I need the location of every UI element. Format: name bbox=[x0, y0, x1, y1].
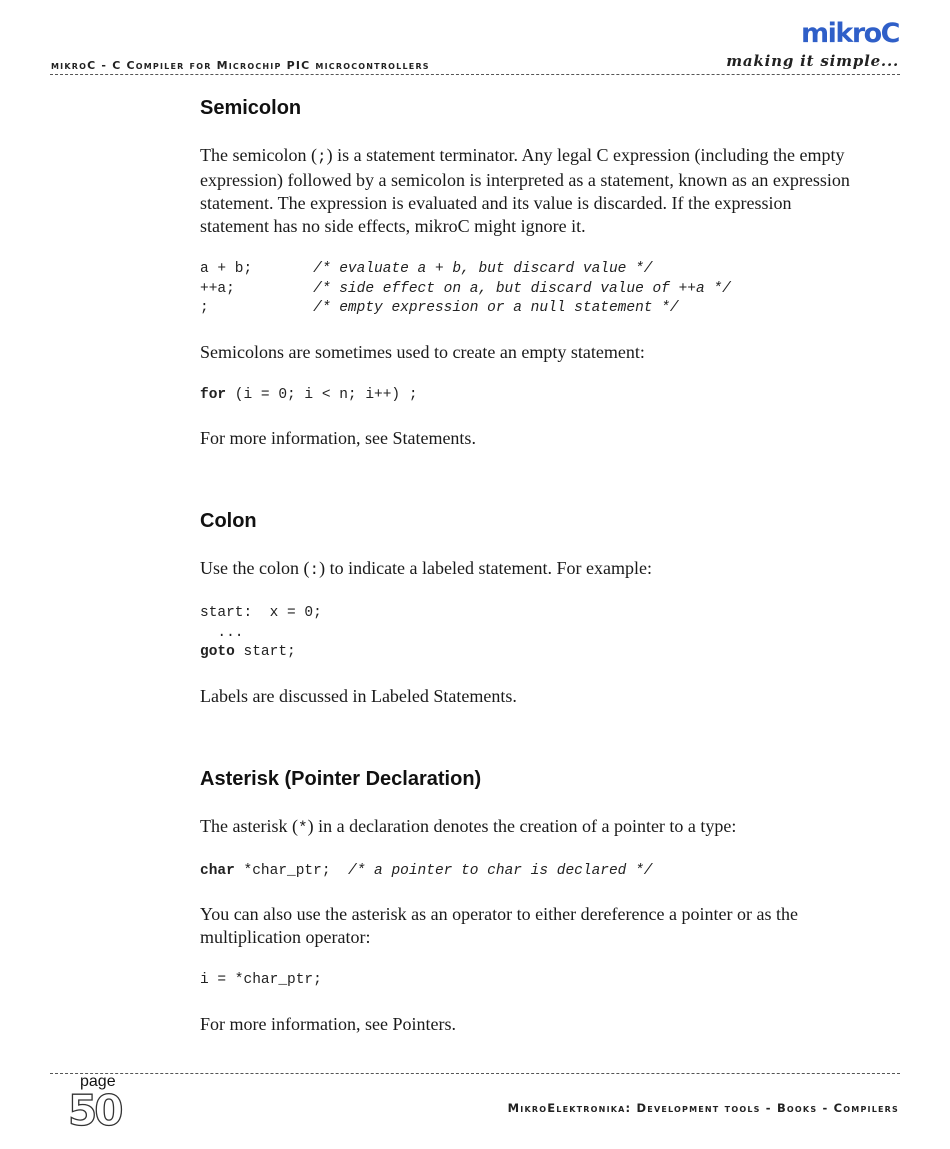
colon-paragraph-1: Use the colon (:) to indicate a labeled statement. For example: bbox=[200, 558, 652, 579]
tagline: making it simple... bbox=[726, 52, 899, 70]
semicolon-paragraph-1: The semicolon (;) is a statement terminator. Any legal C expression (including the empty expression) followed by a semicolon is interpreted as a statement, known as an expression statement. The expression is evaluated and its value is discarded. If the expression statement has no side effects, mikroC might ignore it. bbox=[200, 145, 850, 236]
header-divider bbox=[50, 74, 900, 75]
code-line: ; /* empty expression or a null statement */ bbox=[200, 300, 679, 316]
mikroc-logo: mikroC bbox=[800, 18, 899, 49]
semicolon-for-code: for (i = 0; i < n; i++) ; bbox=[200, 386, 418, 403]
colon-paragraph-2: Labels are discussed in Labeled Statements. bbox=[200, 685, 517, 706]
asterisk-declaration-code: char *char_ptr; /* a pointer to char is declared */ bbox=[200, 862, 653, 879]
semicolon-heading: Semicolon bbox=[200, 97, 302, 119]
header-title: mikroC - C Compiler for Microchip PIC microcontrollers bbox=[51, 59, 430, 72]
code-line: goto start; bbox=[200, 644, 296, 660]
code-line: ++a; /* side effect on a, but discard value of ++a */ bbox=[200, 280, 731, 297]
semicolon-code-block bbox=[200, 260, 860, 319]
footer-publisher-text: MikroElektronika: Development tools - Books - Compilers bbox=[507, 1101, 899, 1115]
asterisk-paragraph-1: The asterisk (*) in a declaration denotes the creation of a pointer to a type: bbox=[200, 815, 737, 837]
footer-divider bbox=[50, 1073, 900, 1074]
asterisk-paragraph-2: You can also use the asterisk as an operator to either dereference a pointer or as the multiplication operator: bbox=[200, 904, 798, 947]
code-line: start: x = 0; bbox=[200, 605, 322, 621]
page-number: 50 bbox=[68, 1086, 121, 1135]
semicolon-paragraph-2: Semicolons are sometimes used to create an empty statement: bbox=[200, 341, 645, 362]
page-label: page bbox=[80, 1073, 116, 1090]
page-content bbox=[200, 95, 860, 1036]
colon-code-block bbox=[200, 604, 860, 663]
code-line: a + b; /* evaluate a + b, but discard value */ bbox=[200, 261, 653, 277]
colon-heading: Colon bbox=[200, 510, 257, 532]
code-line: ... bbox=[200, 624, 244, 641]
asterisk-heading: Asterisk (Pointer Declaration) bbox=[200, 767, 482, 790]
semicolon-paragraph-3: For more information, see Statements. bbox=[200, 428, 476, 448]
asterisk-dereference-code: i = *char_ptr; bbox=[200, 972, 322, 988]
asterisk-paragraph-3: For more information, see Pointers. bbox=[200, 1013, 456, 1034]
